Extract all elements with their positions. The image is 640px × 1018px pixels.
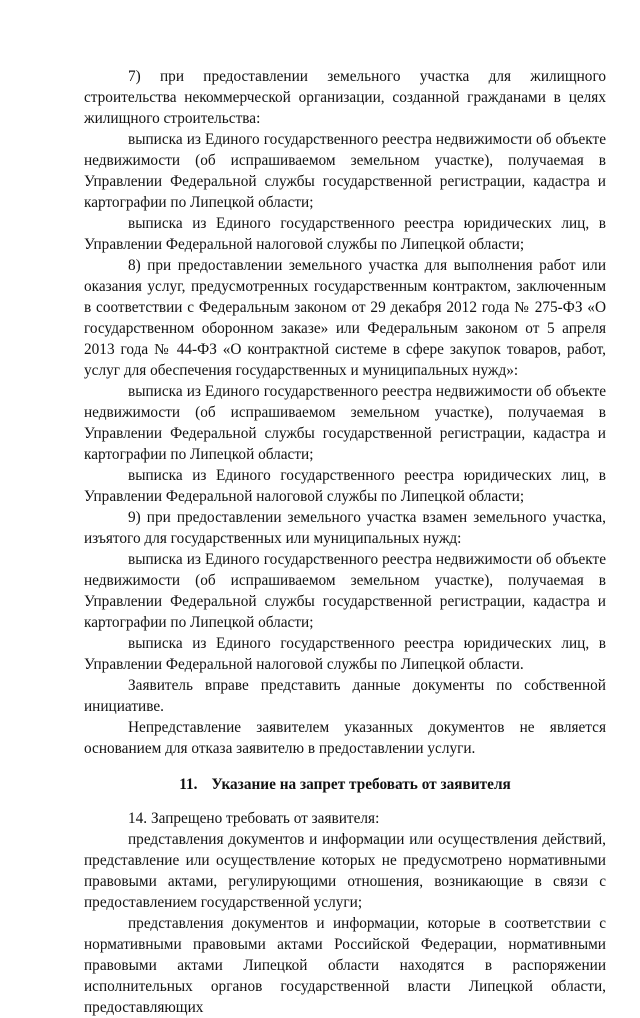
paragraph: представления документов и информации или осуществления действий, представление или осуществление которых не предусмотрено нормативными правовыми актами, регулирующими отношения, возникающие в связи с предоставлением государственной услуги; <box>84 831 606 911</box>
paragraph: Непредставление заявителем указанных документов не является основанием для отказа заявителю в предоставлении услуги. <box>84 719 606 757</box>
paragraph: выписка из Единого государственного реестра недвижимости об объекте недвижимости (об испрашиваемом земельном участке), получаемая в Управлении Федеральной службы государственной регистрации, кадастра и картографии по Липецкой области; <box>84 551 606 631</box>
document-page <box>84 66 606 1018</box>
paragraph: Заявитель вправе представить данные документы по собственной инициативе. <box>84 677 606 715</box>
paragraph: представления документов и информации, которые в соответствии с нормативными правовыми актами Российской Федерации, нормативными правовыми актами Липецкой области находятся в распоряжении исполнительных органов государственной власти Липецкой области, предоставляющих <box>84 915 606 1016</box>
paragraph: выписка из Единого государственного реестра недвижимости об объекте недвижимости (об испрашиваемом земельном участке), получаемая в Управлении Федеральной службы государственной регистрации, кадастра и картографии по Липецкой области; <box>84 131 606 211</box>
paragraph: выписка из Единого государственного реестра юридических лиц, в Управлении Федеральной налоговой службы по Липецкой области. <box>84 635 606 673</box>
section-number: 11. <box>179 776 198 793</box>
paragraph-item-14: 14. Запрещено требовать от заявителя: <box>128 810 380 827</box>
paragraph: выписка из Единого государственного реестра юридических лиц, в Управлении Федеральной налоговой службы по Липецкой области; <box>84 467 606 505</box>
paragraph-item-7: 7) при предоставлении земельного участка для жилищного строительства некоммерческой организации, созданной гражданами в целях жилищного строительства: <box>84 68 606 127</box>
paragraph: выписка из Единого государственного реестра юридических лиц, в Управлении Федеральной налоговой службы по Липецкой области; <box>84 215 606 253</box>
paragraph-item-8: 8) при предоставлении земельного участка для выполнения работ или оказания услуг, предусмотренных государственным контрактом, заключенным в соответствии с Федеральным законом от 29 декабря 2012 года № 275-ФЗ «О государственном оборонном заказе» или Федеральным законом от 5 апреля 2013 года № 44-ФЗ «О контрактной системе в сфере закупок товаров, работ, услуг для обеспечения государственных и муниципальных нужд»: <box>84 257 606 379</box>
section-title: Указание на запрет требовать от заявителя <box>211 776 511 793</box>
paragraph-item-9: 9) при предоставлении земельного участка взамен земельного участка, изъятого для государственных или муниципальных нужд: <box>84 509 606 547</box>
paragraph: выписка из Единого государственного реестра недвижимости об объекте недвижимости (об испрашиваемом земельном участке), получаемая в Управлении Федеральной службы государственной регистрации, кадастра и картографии по Липецкой области; <box>84 383 606 463</box>
section-heading <box>84 774 606 795</box>
